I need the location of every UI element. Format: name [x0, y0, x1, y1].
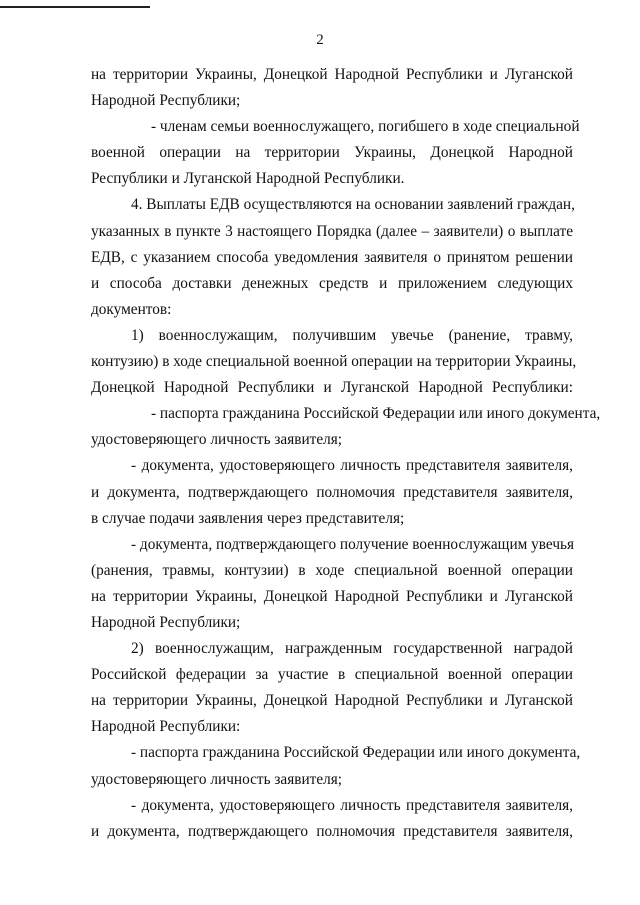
text-line: удостоверяющего личность заявителя;	[91, 431, 343, 449]
text-line: - паспорта гражданина Российской Федерации или иного документа,	[151, 405, 601, 423]
text-line: 4. Выплаты ЕДВ осуществляются на основании заявлений граждан,	[131, 196, 575, 214]
text-line: на территории Украины, Донецкой Народной Республики и Луганской	[91, 587, 573, 605]
text-line: на территории Украины, Донецкой Народной Республики и Луганской	[91, 66, 573, 83]
document-body	[91, 62, 601, 845]
text-line: контузию) в ходе специальной военной операции на территории Украины,	[91, 353, 577, 371]
text-line: и способа доставки денежных средств и приложением следующих	[91, 274, 573, 292]
text-line: Российской федерации за участие в специальной военной операции	[91, 666, 573, 684]
text-line: документов:	[91, 300, 172, 318]
text-line: Народной Республики:	[91, 718, 241, 736]
text-line: 2) военнослужащим, награжденным государственной наградой	[131, 640, 573, 658]
scan-edge-mark	[0, 6, 150, 8]
text-line: военной операции на территории Украины, Донецкой Народной	[91, 144, 573, 162]
text-line: Республики и Луганской Народной Республики.	[91, 170, 405, 188]
text-line: - документа, удостоверяющего личность представителя заявителя,	[131, 796, 573, 814]
text-line: (ранения, травмы, контузии) в ходе специальной военной операции	[91, 561, 573, 579]
text-line: - паспорта гражданина Российской Федерации или иного документа,	[131, 744, 581, 762]
text-line: Донецкой Народной Республики и Луганской Народной Республики:	[91, 379, 573, 397]
page-number: 2	[316, 32, 324, 48]
text-line: 1) военнослужащим, получившим увечье (ранение, травму,	[131, 326, 573, 344]
text-line: ЕДВ, с указанием способа уведомления заявителя о принятом решении	[91, 248, 573, 266]
text-line: - членам семьи военнослужащего, погибшего в ходе специальной	[151, 118, 580, 136]
text-line: в случае подачи заявления через представителя;	[91, 509, 405, 527]
text-line: на территории Украины, Донецкой Народной Республики и Луганской	[91, 692, 573, 710]
text-line: удостоверяющего личность заявителя;	[91, 770, 343, 788]
text-line: Народной Республики;	[91, 92, 241, 110]
text-line: и документа, подтверждающего полномочия представителя заявителя,	[91, 483, 573, 501]
text-line: - документа, удостоверяющего личность представителя заявителя,	[131, 457, 573, 475]
text-line: Народной Республики;	[91, 613, 241, 631]
text-line: и документа, подтверждающего полномочия представителя заявителя,	[91, 822, 573, 840]
text-line: указанных в пункте 3 настоящего Порядка (далее – заявители) о выплате	[91, 222, 573, 240]
text-line: - документа, подтверждающего получение военнослужащим увечья	[131, 535, 575, 553]
